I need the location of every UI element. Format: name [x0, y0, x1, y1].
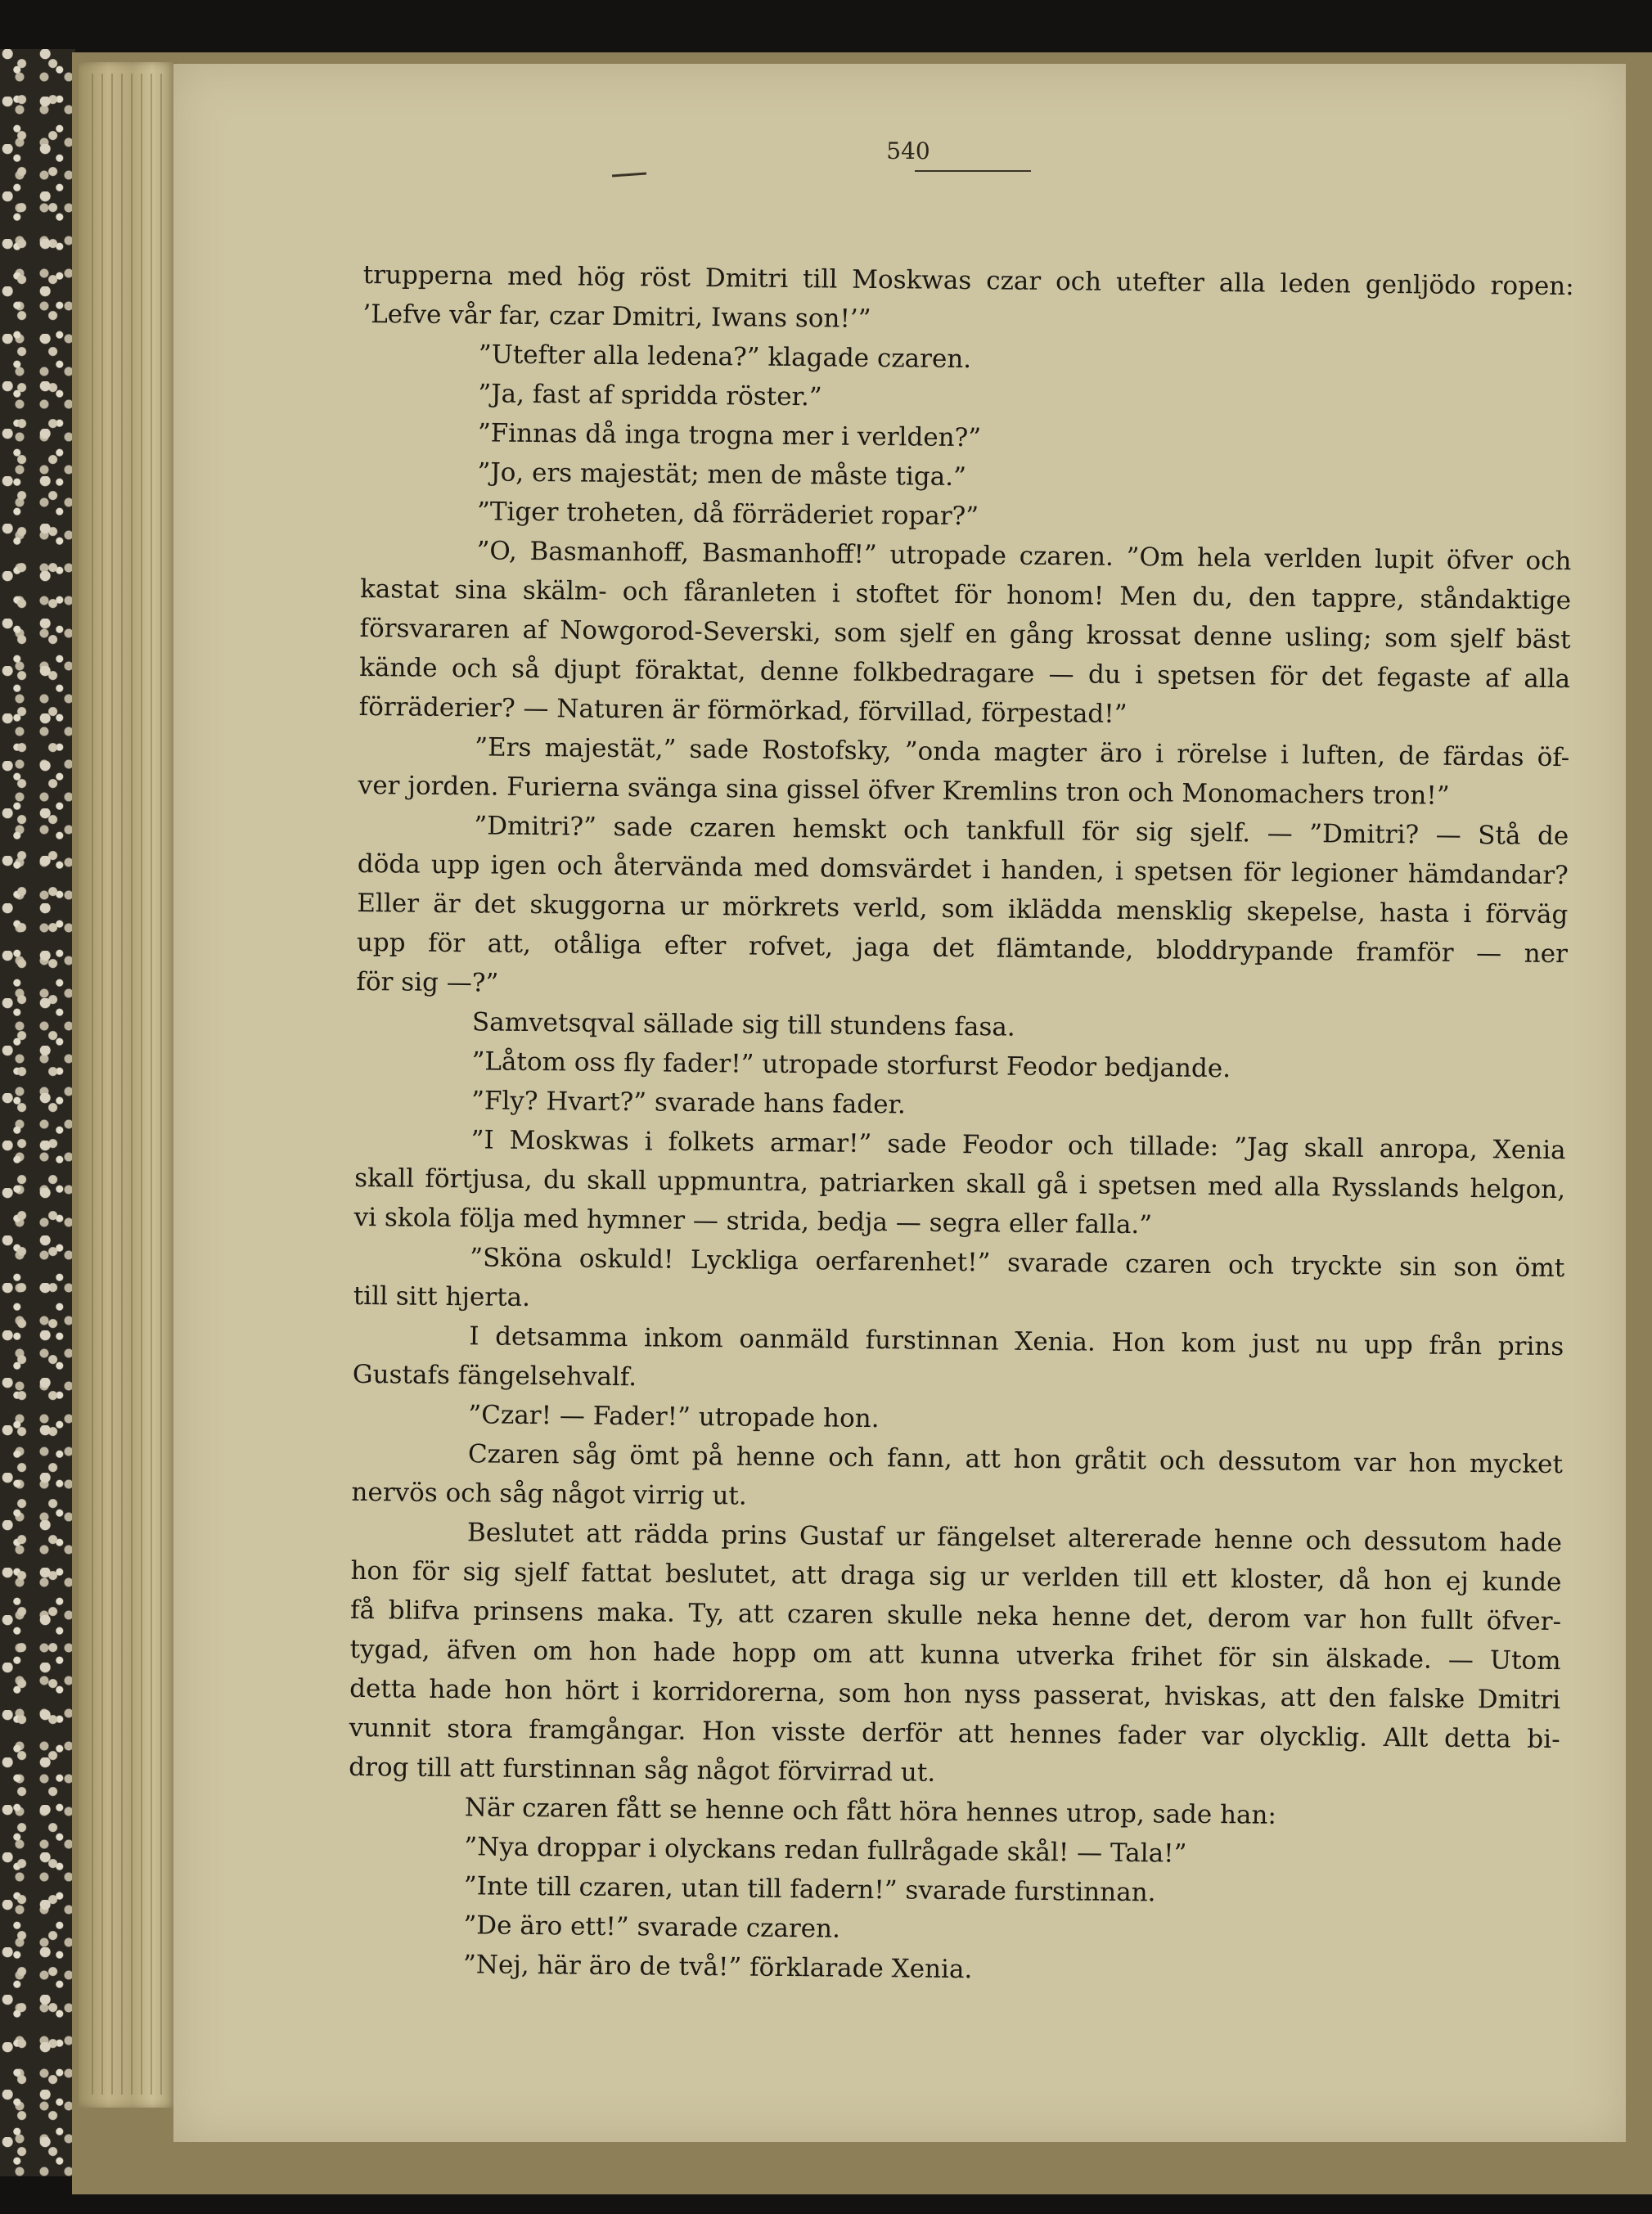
text-line: ”Nya droppar i olyckans redan fullrågade skål! — Tala!” — [464, 1832, 1187, 1869]
text-line: ”Utefter alla ledena?” klagade czaren. — [478, 340, 972, 375]
text-line: ”Nej, här äro de två!” förklarade Xenia. — [462, 1950, 973, 1985]
text-line: ”De äro ett!” svarade czaren. — [463, 1910, 841, 1944]
text-line: Samvetsqval sällade sig till stundens fasa. — [471, 1007, 1015, 1042]
text-line: hon för sig sjelf fattat beslutet, att draga sig ur verlden till ett kloster, då hon ej kunde — [350, 1555, 1562, 1598]
text-line: vi skola följa med hymner — strida, bedja — segra eller falla.” — [353, 1202, 1153, 1240]
text-line: ”Låtom oss fly fader!” utropade storfurst Feodor bedjande. — [471, 1046, 1231, 1084]
text-line: När czaren fått se henne och fått höra hennes utrop, sade han: — [464, 1793, 1277, 1830]
text-line: Eller är det skuggorna ur mörkrets verld, som iklädda mensklig skepelse, hasta i förväg — [357, 888, 1569, 930]
text-line: ”Jo, ers majestät; men de måste tiga.” — [477, 457, 967, 493]
text-line: nervös och såg något virrig ut. — [351, 1477, 747, 1511]
text-line: ”Czar! — Fader!” utropade hon. — [468, 1400, 880, 1434]
text-line: ”Sköna oskuld! Lyckliga oerfarenhet!” svarade czaren och tryckte sin son ömt — [470, 1243, 1565, 1284]
text-line: trupperna med hög röst Dmitri till Moskwas czar och utefter alla leden genljödo ropen: — [362, 259, 1574, 302]
text-line: ”O, Basmanhoff, Basmanhoff!” utropade czaren. ”Om hela verlden lupit öfver och — [476, 536, 1572, 577]
marbled-cover-edge — [0, 49, 75, 2176]
text-line: kände och så djupt föraktat, denne folkbedragare — du i spetsen för det fegaste af alla — [358, 652, 1571, 695]
text-line: försvararen af Nowgorod-Severski, som sjelf en gång krossat denne usling; som sjelf bäst — [359, 613, 1571, 655]
text-line: ”I Moskwas i folkets armar!” sade Feodor och tillade: ”Jag skall anropa, Xenia — [470, 1125, 1566, 1166]
text-line: Czaren såg ömt på henne och fann, att hon gråtit och dessutom var hon mycket — [467, 1439, 1564, 1480]
text-line: ”Ers majestät,” sade Rostofsky, ”onda magter äro i rörelse i luften, de färdas öf- — [475, 732, 1570, 773]
text-line: ”Inte till czaren, utan till fadern!” svarade furstinnan. — [463, 1871, 1156, 1908]
text-line: ”Fly? Hvart?” svarade hans fader. — [470, 1086, 906, 1120]
text-line: ”Finnas då inga trogna mer i verlden?” — [477, 418, 982, 453]
text-line: få blifva prinsens maka. Ty, att czaren skulle neka henne det, derom var hon fullt öfver- — [349, 1595, 1562, 1637]
text-line: förräderier? — Naturen är förmörkad, förvillad, förpestad!” — [358, 691, 1128, 729]
text-line: för sig —?” — [356, 966, 499, 998]
text-line: ver jorden. Furierna svänga sina gissel öfver Kremlins tron och Monomachers tron!” — [358, 770, 1450, 811]
text-line: vunnit stora framgångar. Hon visste derför att hennes fader var olycklig. Allt detta bi- — [349, 1712, 1560, 1755]
text-line: kastat sina skälm- och fåranleten i stoftet för honom! Men du, den tappre, ståndaktige — [359, 574, 1572, 616]
text-line: skall förtjusa, du skall uppmuntra, patriarken skall gå i spetsen med alla Rysslands helgon, — [353, 1163, 1566, 1205]
page-number: 540 — [886, 137, 930, 164]
text-line: ”Dmitri?” sade czaren hemskt och tankfull för sig sjelf. — ”Dmitri? — Stå de — [474, 811, 1569, 852]
text-line: till sitt hjerta. — [353, 1280, 531, 1313]
text-line: Beslutet att rädda prins Gustaf ur fängelset altererade henne och dessutom hade — [466, 1518, 1563, 1559]
text-line: ”Ja, fast af spridda röster.” — [478, 379, 822, 412]
body-text — [347, 255, 1574, 1995]
page-edge-lines — [92, 74, 165, 2095]
text-line: tygad, äfven om hon hade hopp om att kunna utverka frihet för sin älskade. — Utom — [349, 1634, 1561, 1676]
text-line: upp för att, otåliga efter rofvet, jaga det flämtande, bloddrypande framför — ner — [356, 927, 1569, 970]
text-line: Gustafs fängelsehvalf. — [352, 1359, 637, 1393]
text-line: drog till att furstinnan såg något förvirrad ut. — [349, 1752, 936, 1788]
text-line: ”Tiger troheten, då förräderiet ropar?” — [476, 497, 979, 532]
page-number-rule — [915, 170, 1031, 172]
text-line: döda upp igen och återvända med domsvärdet i handen, i spetsen för legioner hämdandar? — [357, 848, 1569, 891]
text-line: ’Lefve vår far, czar Dmitri, Iwans son!’” — [362, 299, 871, 334]
text-line: I detsamma inkom oanmäld furstinnan Xenia. Hon kom just nu upp från prins — [469, 1321, 1564, 1362]
text-line: detta hade hon hört i korridorerna, som hon nyss passerat, hviskas, att den falske Dmitri — [349, 1673, 1561, 1716]
